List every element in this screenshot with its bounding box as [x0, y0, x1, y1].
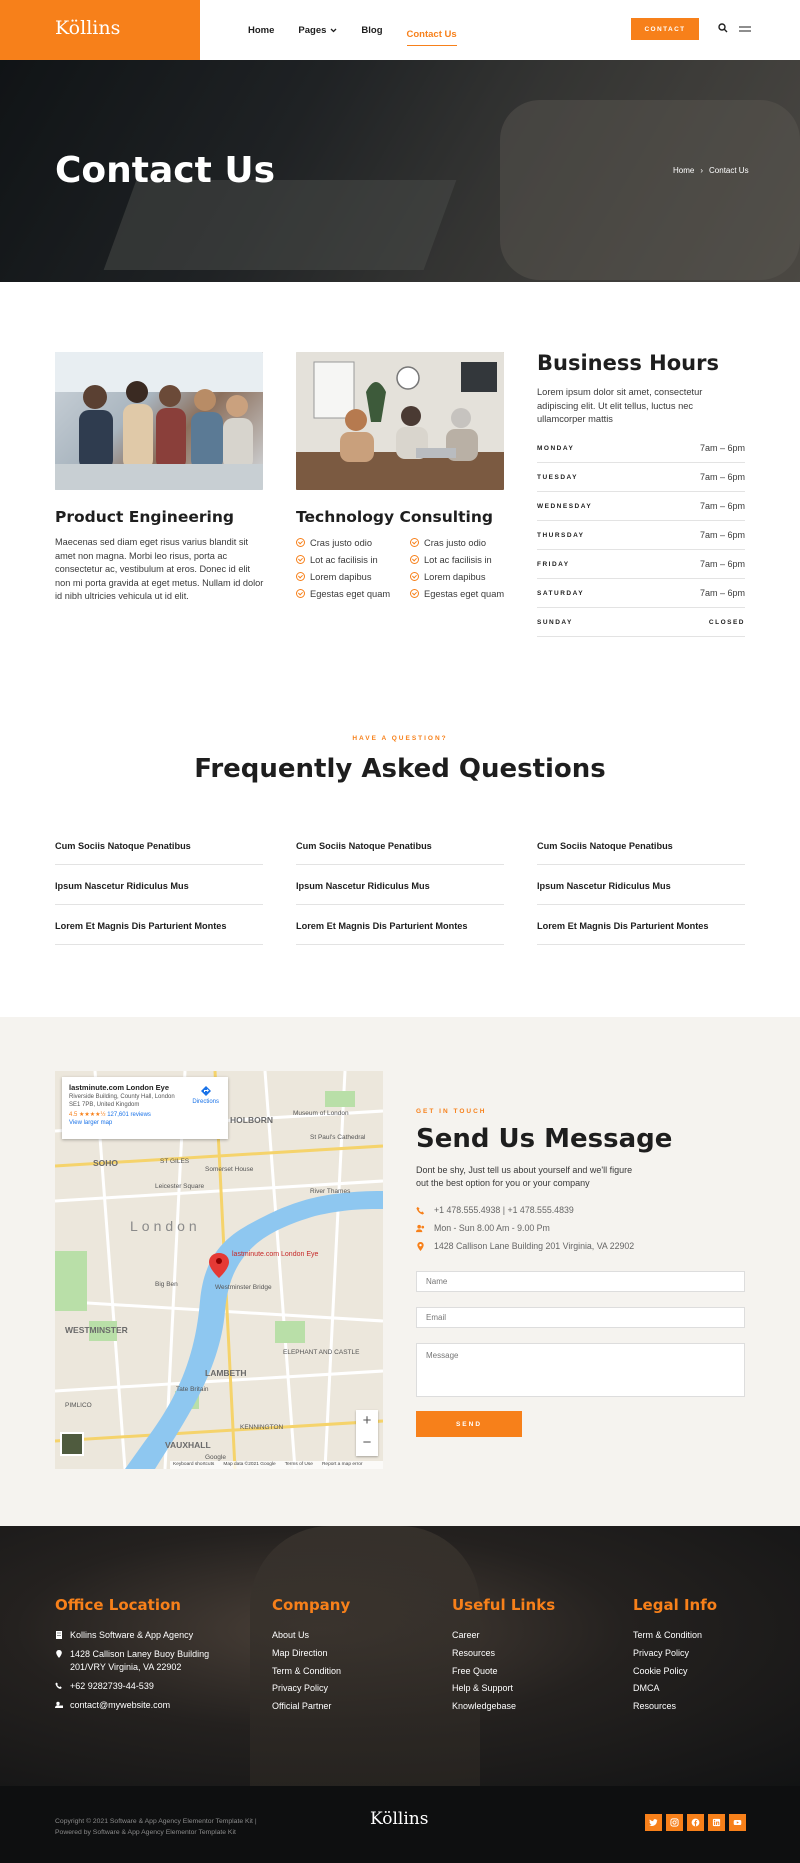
hamburger-icon[interactable]	[739, 25, 751, 33]
main-nav	[248, 0, 457, 60]
map-label: LAMBETH	[205, 1368, 247, 1378]
footer-link[interactable]: About Us	[272, 1630, 310, 1640]
business-hours-desc: Lorem ipsum dolor sit amet, consectetur adipiscing elit. Ut elit tellus, luctus nec ullamcorper mattis	[537, 387, 703, 424]
copyright	[55, 1816, 257, 1838]
search-icon[interactable]	[718, 23, 728, 33]
map-label: ELEPHANT AND CASTLE	[283, 1349, 360, 1356]
instagram-icon[interactable]	[666, 1814, 683, 1831]
header-contact-button[interactable]: CONTACT	[631, 18, 699, 40]
checklist-item	[410, 585, 510, 602]
users-icon	[416, 1224, 425, 1233]
hours-day: WEDNESDAY	[537, 502, 593, 510]
hours-time: 7am – 6pm	[699, 530, 745, 540]
footer-link[interactable]: Term & Condition	[272, 1665, 342, 1676]
faq-item[interactable]: Lorem Et Magnis Dis Parturient Montes	[537, 905, 745, 945]
name-field[interactable]: Name	[416, 1271, 745, 1292]
map-pin-label: lastminute.com London Eye	[232, 1251, 319, 1258]
map-label: Leicester Square	[155, 1183, 205, 1190]
office-location-title: Office Location	[55, 1596, 181, 1614]
contact-address	[416, 1241, 634, 1251]
checklist-col-1	[296, 534, 406, 602]
checklist-item	[410, 551, 510, 568]
footer-link[interactable]: Resources	[633, 1701, 677, 1712]
footer-link[interactable]: Map Direction	[272, 1647, 328, 1658]
checklist-label: Lot ac facilisis in	[310, 554, 378, 565]
hours-time: 7am – 6pm	[699, 472, 745, 482]
map-label: Westminster Bridge	[215, 1284, 272, 1291]
chevron-right-icon: ›	[700, 166, 704, 175]
product-engineering-title: Product Engineering	[55, 508, 234, 526]
report-map-error-link[interactable]: Report a map error	[321, 1462, 363, 1467]
hours-day: MONDAY	[537, 444, 575, 452]
checklist-label: Lorem dapibus	[424, 571, 486, 582]
footer-link[interactable]: Privacy Policy	[633, 1647, 690, 1658]
hours-time: 7am – 6pm	[699, 501, 745, 511]
map-label: VAUXHALL	[165, 1440, 211, 1450]
checklist-label: Cras justo odio	[424, 537, 487, 548]
office-details	[55, 1629, 225, 1712]
nav-pages-label: Pages	[298, 24, 327, 36]
email-field[interactable]: Email	[416, 1307, 745, 1328]
faq-column-1	[55, 825, 263, 945]
office-phone	[55, 1680, 225, 1693]
nav-home[interactable]: Home	[248, 24, 275, 36]
directions-button[interactable]	[192, 1085, 219, 1105]
send-button[interactable]: SEND	[416, 1411, 522, 1437]
map-label: Google	[205, 1454, 226, 1461]
checklist-item	[296, 585, 406, 602]
map-zoom-controls	[356, 1410, 378, 1456]
check-circle-icon	[296, 589, 305, 598]
map-marker-icon	[55, 1650, 63, 1658]
faq-item[interactable]: Ipsum Nascetur Ridiculus Mus	[55, 865, 263, 905]
footer-link[interactable]: Cookie Policy	[633, 1665, 688, 1676]
check-circle-icon	[296, 555, 305, 564]
checklist-col-2	[410, 534, 510, 602]
checklist-item	[296, 534, 406, 551]
zoom-in-button[interactable]: +	[362, 1412, 372, 1429]
office-phone-text: +62 9282739-44-539	[70, 1681, 154, 1691]
hours-row	[537, 463, 745, 492]
footer-link[interactable]: Career	[452, 1630, 480, 1640]
contact-hours-text: Mon - Sun 8.00 Am - 9.00 Pm	[434, 1223, 550, 1233]
checklist-label: Lorem dapibus	[310, 571, 372, 582]
footer-link[interactable]: DMCA	[633, 1683, 660, 1694]
map-label: SOHO	[93, 1158, 119, 1168]
map-label: London	[130, 1218, 201, 1234]
faq-item[interactable]: Ipsum Nascetur Ridiculus Mus	[296, 865, 504, 905]
send-message-title: Send Us Message	[416, 1124, 673, 1154]
map-label: KENNINGTON	[240, 1424, 284, 1431]
contact-phone-text: +1 478.555.4938 | +1 478.555.4839	[434, 1205, 574, 1215]
check-circle-icon	[296, 572, 305, 581]
nav-contact-us[interactable]: Contact Us	[407, 24, 457, 46]
footer-link[interactable]: Free Quote	[452, 1665, 498, 1676]
map-label: ST GILES	[160, 1158, 190, 1165]
check-circle-icon	[410, 538, 419, 547]
office-company-text: Kollins Software & App Agency	[70, 1630, 194, 1640]
office-address	[55, 1648, 225, 1674]
map-label: WESTMINSTER	[65, 1325, 128, 1335]
business-hours-title: Business Hours	[537, 351, 719, 375]
faq-column-3	[537, 825, 745, 945]
footer-link[interactable]: Term & Condition	[633, 1630, 703, 1640]
footer-logo[interactable]: Köllins	[370, 1809, 429, 1829]
hours-time: 7am – 6pm	[699, 559, 745, 569]
nav-blog[interactable]: Blog	[361, 24, 383, 36]
hours-row	[537, 550, 745, 579]
checklist-item	[410, 534, 510, 551]
terms-of-use-link[interactable]: Terms of Use	[284, 1462, 313, 1467]
check-circle-icon	[410, 572, 419, 581]
check-circle-icon	[296, 538, 305, 547]
hours-closed: CLOSED	[708, 618, 745, 626]
map-label: Somerset House	[205, 1166, 254, 1173]
footer-link[interactable]: Knowledgebase	[452, 1701, 517, 1712]
office-email-text[interactable]: contact@mywebsite.com	[70, 1700, 171, 1710]
copyright-line-1: Copyright © 2021 Software & App Agency Elementor Template Kit |	[55, 1818, 257, 1825]
map-rating-stars: 4.5 ★★★★½	[69, 1112, 106, 1118]
phone-icon	[416, 1206, 425, 1215]
message-field[interactable]: Message	[416, 1343, 745, 1397]
checklist-label: Egestas eget quam	[310, 588, 391, 599]
office-email	[55, 1699, 225, 1712]
check-circle-icon	[410, 555, 419, 564]
brand-logo[interactable]: Köllins	[0, 0, 200, 60]
breadcrumb-current: Contact Us	[709, 166, 749, 175]
map-reviews-link[interactable]: 127,601 reviews	[107, 1112, 151, 1118]
breadcrumb	[673, 166, 749, 175]
map-label: St Paul's Cathedral	[310, 1134, 366, 1141]
contact-address-text: 1428 Callison Lane Building 201 Virginia, VA 22902	[434, 1241, 635, 1251]
email-icon	[55, 1701, 63, 1709]
faq-item[interactable]: Cum Sociis Natoque Penatibus	[537, 825, 745, 865]
checklist-label: Lot ac facilisis in	[424, 554, 492, 565]
faq-item[interactable]: Lorem Et Magnis Dis Parturient Montes	[55, 905, 263, 945]
map-info-card	[62, 1077, 228, 1139]
hours-time: 7am – 6pm	[699, 443, 745, 453]
checklist-item	[410, 568, 510, 585]
view-larger-map-link[interactable]: View larger map	[69, 1120, 113, 1126]
legal-links	[633, 1627, 702, 1716]
page-title: Contact Us	[55, 150, 276, 191]
faq-item[interactable]: Ipsum Nascetur Ridiculus Mus	[537, 865, 745, 905]
map-place-address: Riverside Building, County Hall, London SE1 7PB, United Kingdom	[69, 1094, 175, 1108]
faq-item[interactable]: Cum Sociis Natoque Penatibus	[296, 825, 504, 865]
company-links	[272, 1627, 341, 1716]
hours-day: TUESDAY	[537, 473, 578, 481]
building-icon	[55, 1631, 63, 1639]
copyright-line-2: Powered by Software & App Agency Elementor Template Kit	[55, 1829, 236, 1836]
office-company	[55, 1629, 225, 1642]
team-photo	[55, 352, 263, 490]
map-data-text: Map data ©2021 Google	[223, 1462, 276, 1467]
send-message-desc: Dont be shy, Just tell us about yourself and we'll figure out the best option for you or your company	[416, 1165, 633, 1188]
map-rating	[69, 1111, 221, 1118]
keyboard-shortcuts-link[interactable]: Keyboard shortcuts	[173, 1462, 215, 1467]
directions-label: Directions	[192, 1099, 219, 1105]
contact-phone	[416, 1205, 574, 1215]
checklist-label: Egestas eget quam	[424, 588, 505, 599]
breadcrumb-home[interactable]: Home	[673, 166, 695, 175]
meeting-photo	[296, 352, 504, 490]
facebook-icon[interactable]	[687, 1814, 704, 1831]
map-label: Big Ben	[155, 1281, 178, 1288]
map-label: PIMLICO	[65, 1402, 92, 1409]
hours-row	[537, 579, 745, 608]
legal-info-title: Legal Info	[633, 1596, 718, 1614]
twitter-icon[interactable]	[645, 1814, 662, 1831]
hours-day: SUNDAY	[537, 618, 573, 626]
hours-row	[537, 521, 745, 550]
hours-row	[537, 492, 745, 521]
hours-row	[537, 608, 745, 637]
technology-consulting-title: Technology Consulting	[296, 508, 493, 526]
linkedin-icon[interactable]	[708, 1814, 725, 1831]
checklist-item	[296, 568, 406, 585]
company-title: Company	[272, 1596, 351, 1614]
directions-icon	[200, 1085, 212, 1097]
map-label: Museum of London	[293, 1110, 349, 1117]
nav-pages[interactable]	[298, 25, 337, 36]
footer-link[interactable]: Resources	[452, 1647, 496, 1658]
checklist-label: Cras justo odio	[310, 537, 373, 548]
checklist-item	[296, 551, 406, 568]
faq-item[interactable]: Lorem Et Magnis Dis Parturient Montes	[296, 905, 504, 945]
zoom-out-button[interactable]: −	[362, 1434, 372, 1451]
product-engineering-text: Maecenas sed diam eget risus varius blandit sit amet non magna. Morbi leo risus, porta ac consectetur ac, vestibulum at eros. Donec id elit non mi porta gravida at eget metus. Nullam id dolor id nibh ultricies vehicula ut id elit.	[55, 537, 264, 601]
useful-links-title: Useful Links	[452, 1596, 556, 1614]
faq-eyebrow: HAVE A QUESTION?	[352, 735, 448, 742]
footer-link[interactable]: Official Partner	[272, 1701, 332, 1712]
useful-links	[452, 1627, 516, 1716]
hours-row	[537, 434, 745, 463]
map-place-name: lastminute.com London Eye	[69, 1083, 170, 1092]
map-label: Tate Britain	[176, 1386, 209, 1393]
get-in-touch-eyebrow: GET IN TOUCH	[416, 1108, 487, 1115]
hours-day: SATURDAY	[537, 589, 585, 597]
faq-title: Frequently Asked Questions	[194, 754, 606, 784]
check-circle-icon	[410, 589, 419, 598]
contact-hours	[416, 1223, 550, 1233]
map-marker-icon	[416, 1242, 425, 1251]
phone-icon	[55, 1682, 63, 1690]
office-address-text: 1428 Callison Laney Buoy Building 201/VRY Virginia, VA 22902	[70, 1649, 210, 1672]
faq-column-2	[296, 825, 504, 945]
youtube-icon[interactable]	[729, 1814, 746, 1831]
footer-link[interactable]: Privacy Policy	[272, 1683, 329, 1694]
hours-day: THURSDAY	[537, 531, 585, 539]
footer-link[interactable]: Help & Support	[452, 1683, 514, 1694]
hours-time: 7am – 6pm	[699, 588, 745, 598]
chevron-down-icon	[330, 28, 337, 33]
hours-day: FRIDAY	[537, 560, 570, 568]
business-hours-table	[537, 434, 745, 637]
faq-item[interactable]: Cum Sociis Natoque Penatibus	[55, 825, 263, 865]
map-label: River Thames	[310, 1188, 351, 1195]
map-label: HOLBORN	[230, 1115, 273, 1125]
map-attribution	[170, 1461, 383, 1469]
